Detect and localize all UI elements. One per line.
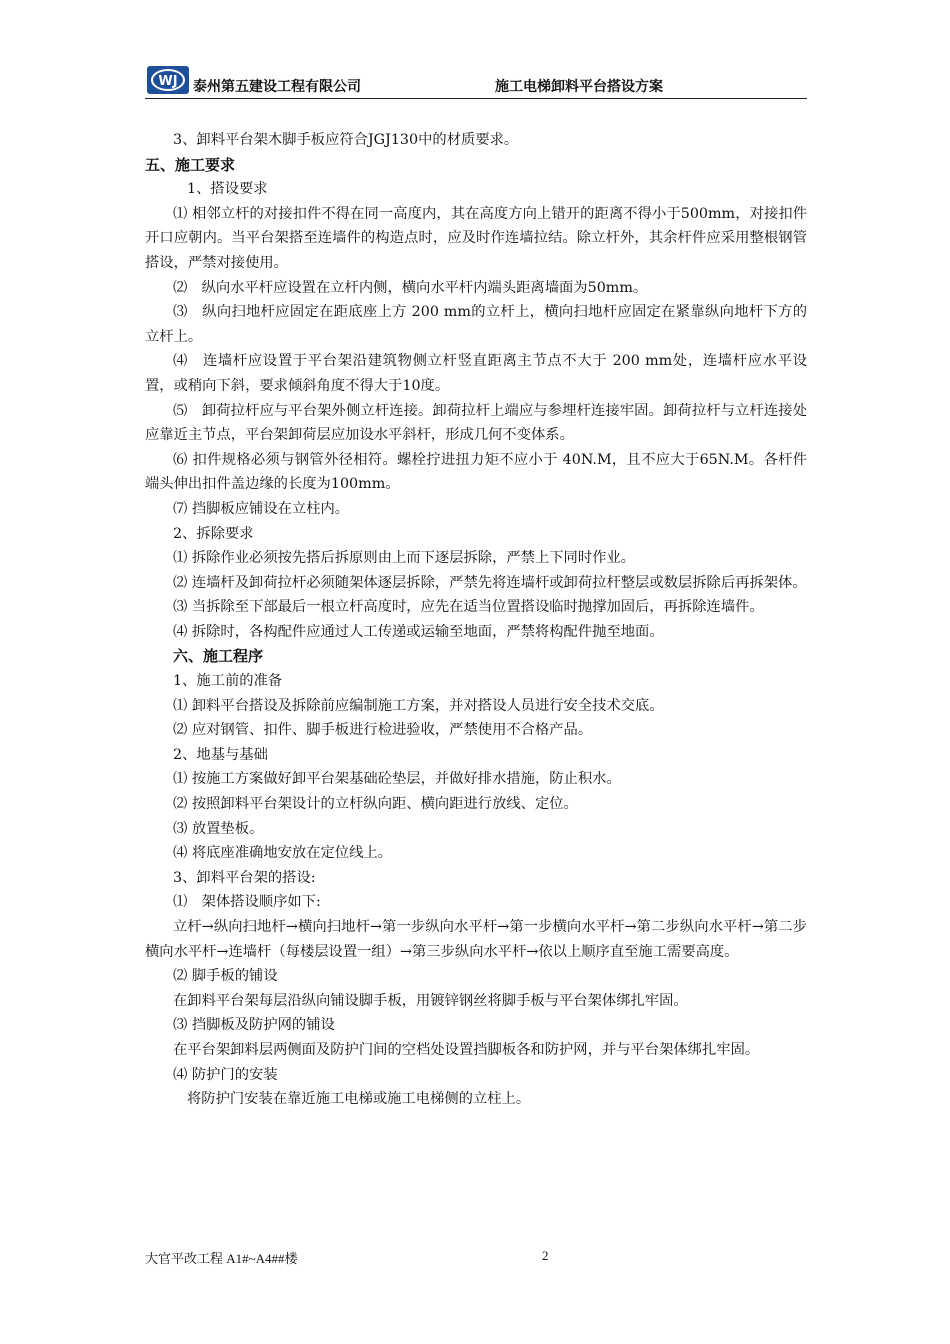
subsection-heading: 2、地基与基础 [173, 746, 268, 763]
document-title: 施工电梯卸料平台搭设方案 [495, 79, 663, 95]
paragraph: ⑴ 卸料平台搭设及拆除前应编制施工方案，并对搭设人员进行安全技术交底。 [173, 697, 664, 714]
paragraph: 在卸料平台架每层沿纵向铺设脚手板，用镀锌钢丝将脚手板与平台架体绑扎牢固。 [173, 992, 688, 1009]
document-body [145, 128, 807, 1112]
paragraph: 立杆→纵向扫地杆→横向扫地杆→第一步纵向水平杆→第一步横向水平杆→第二步纵向水平杆→第二步横向水平杆→连墙杆（每楼层设置一组）→第三步纵向水平杆→依以上顺序直至施工需要高度。 [145, 919, 807, 960]
paragraph: ⑴ 按施工方案做好卸平台架基础砼垫层，并做好排水措施，防止积水。 [173, 771, 621, 788]
paragraph: ⑴ 拆除作业必须按先搭后拆原则由上而下逐层拆除，严禁上下同时作业。 [173, 550, 636, 567]
paragraph: 3、卸料平台架木脚手板应符合JGJ130中的材质要求。 [173, 132, 519, 148]
paragraph: 在平台架卸料层两侧面及防护门间的空档处设置挡脚板各和防护网，并与平台架体绑扎牢固。 [173, 1041, 760, 1058]
subsection-heading: 2、拆除要求 [173, 525, 254, 542]
paragraph: ⑴ 相邻立杆的对接扣件不得在同一高度内，其在高度方向上错开的距离不得小于500mm，对接扣件开口应朝内。当平台架搭至连墙件的构造点时，应及时作连墙拉结。除立杆外，其余杆件应采用整根钢管搭设，严禁对接使用。 [145, 205, 807, 271]
section-heading: 五、施工要求 [145, 155, 236, 174]
paragraph: ⑶ 纵向扫地杆应固定在距底座上方 200 mm的立杆上，横向扫地杆应固定在紧靠纵向地杆下方的立杆上。 [145, 304, 807, 345]
paragraph: ⑵ 按照卸料平台架设计的立杆纵向距、横向距进行放线、定位。 [173, 796, 578, 813]
paragraph: ⑵ 连墙杆及卸荷拉杆必须随架体逐层拆除，严禁先将连墙杆或卸荷拉杆整层或数层拆除后再拆架体。 [173, 574, 807, 591]
paragraph: ⑷ 将底座准确地安放在定位线上。 [173, 845, 392, 862]
page-number: 2 [542, 1248, 549, 1263]
paragraph: ⑷ 防护门的安装 [173, 1066, 278, 1083]
paragraph: ⑶ 当拆除至下部最后一根立杆高度时，应先在适当位置搭设临时抛撑加固后，再拆除连墙件。 [173, 599, 764, 616]
paragraph: ⑷ 连墙杆应设置于平台架沿建筑物侧立杆竖直距离主节点不大于 200 mm处，连墙杆应水平设置，或稍向下斜，要求倾斜角度不得大于10度。 [145, 353, 807, 394]
paragraph: ⑷ 拆除时，各构配件应通过人工传递或运输至地面，严禁将构配件抛至地面。 [173, 623, 664, 640]
paragraph: ⑹ 扣件规格必须与钢管外径相符。螺栓拧进扭力矩不应小于 40N.M，且不应大于65N.M。各杆件端头伸出扣件盖边缘的长度为100mm。 [145, 451, 807, 493]
footer-project-name: 大官平改工程 A1#~A4##楼 [145, 1251, 298, 1266]
paragraph: ⑵ 脚手板的铺设 [173, 968, 278, 985]
paragraph: ⑶ 挡脚板及防护网的铺设 [173, 1017, 335, 1034]
paragraph: ⑵ 应对钢管、扣件、脚手板进行检进验收，严禁使用不合格产品。 [173, 722, 593, 739]
section-heading: 六、施工程序 [173, 647, 264, 666]
company-name: 泰州第五建设工程有限公司 [193, 79, 361, 95]
subsection-heading: 1、搭设要求 [187, 181, 268, 198]
paragraph: ⑴ 架体搭设顺序如下: [173, 894, 321, 911]
page-header [145, 64, 807, 99]
subsection-heading: 1、施工前的准备 [173, 673, 283, 690]
svg-text:WJ: WJ [158, 74, 178, 89]
subsection-heading: 3、卸料平台架的搭设: [173, 869, 316, 886]
paragraph: 将防护门安装在靠近施工电梯或施工电梯侧的立柱上。 [187, 1091, 531, 1108]
paragraph: ⑵ 纵向水平杆应设置在立杆内侧，横向水平杆内端头距离墙面为50mm。 [173, 279, 648, 296]
paragraph: ⑺ 挡脚板应铺设在立柱内。 [173, 500, 350, 517]
paragraph: ⑸ 卸荷拉杆应与平台架外侧立杆连接。卸荷拉杆上端应与参埋杆连接牢固。卸荷拉杆与立杆连接处应靠近主节点，平台架卸荷层应加设水平斜杆，形成几何不变体系。 [145, 402, 807, 444]
company-logo [147, 66, 189, 94]
paragraph: ⑶ 放置垫板。 [173, 820, 264, 837]
